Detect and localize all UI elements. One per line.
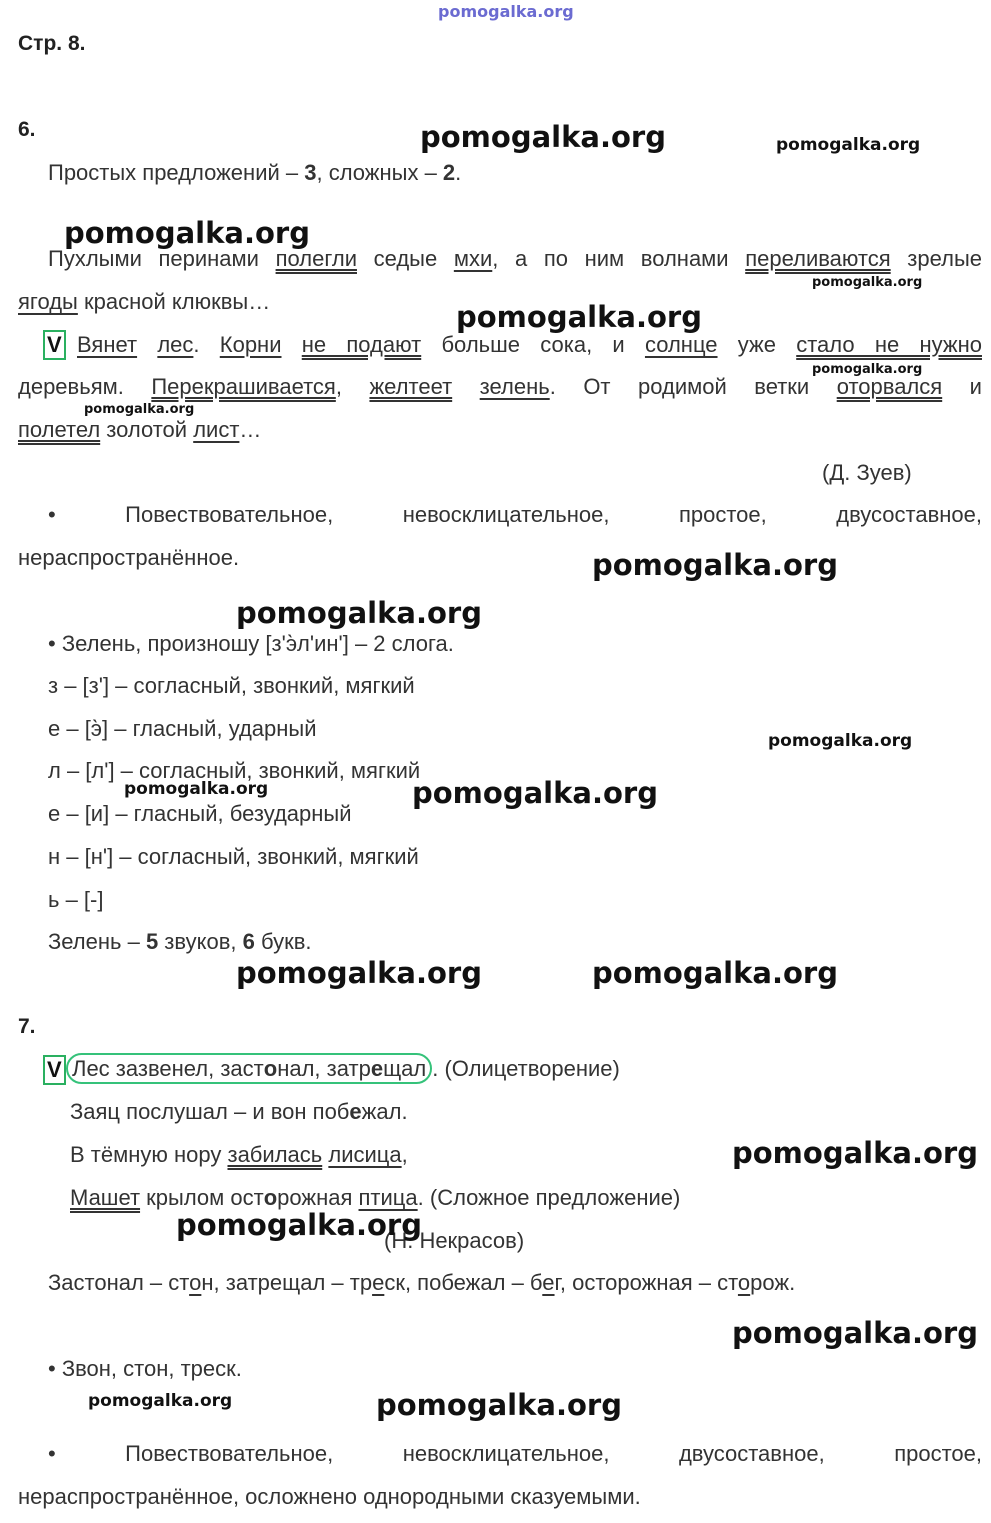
phonetic-heading: • Зелень, произношу [з'э̀л'ин'] – 2 слога. [48,631,454,656]
watermark: pomogalka.org [412,776,658,810]
top-watermark: pomogalka.org [438,2,574,21]
poem-line4: Машет крылом осторожная птица. (Сложное предложение) [70,1185,681,1210]
watermark: pomogalka.org [124,779,269,799]
poem-line3: В тёмную нору забилась лисица, [70,1142,408,1167]
characteristics-line1: • Повествовательное, невосклицательное, простое, двусоставное, [48,502,982,527]
words-list: • Звон, стон, треск. [48,1356,242,1381]
watermark: pomogalka.org [592,956,838,990]
watermark: pomogalka.org [812,362,923,377]
sentence2-line1: Вянет лес. Корни не подают больше сока, и солнце уже стало не нужно [77,332,982,357]
root-words: Застонал – стон, затрещал – треск, побежал – бег, осторожная – сторож. [48,1270,796,1295]
phonetic-line: л – [л'] – согласный, звонкий, мягкий [48,758,421,783]
watermark: pomogalka.org [732,1136,978,1170]
sentence1-line1: Пухлыми перинами полегли седые мхи, а по ним волнами переливаются зрелые [48,246,982,271]
watermark: pomogalka.org [812,275,923,290]
phonetic-line: ь – [-] [48,887,104,912]
author-nekrasov: (Н. Некрасов) [384,1228,525,1253]
poem-line2: Заяц послушал – и вон побежал. [70,1099,408,1124]
characteristics7-line2: нераспространённое, осложнено однородными сказуемыми. [18,1484,641,1509]
phonetic-line: н – [н'] – согласный, звонкий, мягкий [48,844,419,869]
sound-letter-summary: Зелень – 5 звуков, 6 букв. [48,929,312,954]
phonetic-line: з – [з'] – согласный, звонкий, мягкий [48,673,415,698]
watermark: pomogalka.org [420,120,666,154]
poem-line1: Лес зазвенел, застонал, затрещал . (Олицетворение) [66,1056,620,1082]
phonetic-line: е – [и] – гласный, безударный [48,801,352,826]
selected-mark: V [43,330,66,360]
exercise-6-number: 6. [18,118,36,141]
sentence-count: Простых предложений – 3, сложных – 2. [48,160,462,185]
watermark: pomogalka.org [176,1208,422,1242]
watermark: pomogalka.org [84,402,195,417]
sentence2-line3: полетел золотой лист… [18,417,262,442]
sentence2-line2: деревьям. Перекрашивается, желтеет зелень. От родимой ветки оторвался и [18,374,982,399]
watermark: pomogalka.org [732,1316,978,1350]
author-zuev: (Д. Зуев) [822,460,912,485]
exercise-7-number: 7. [18,1015,36,1038]
watermark: pomogalka.org [768,731,913,751]
watermark: pomogalka.org [88,1391,233,1411]
watermark: pomogalka.org [376,1388,622,1422]
watermark: pomogalka.org [236,956,482,990]
watermark: pomogalka.org [64,216,310,250]
characteristics-line2: нераспространённое. [18,545,240,570]
selected-mark-7: V [43,1055,66,1085]
page-title: Стр. 8. [18,32,86,55]
watermark: pomogalka.org [592,548,838,582]
characteristics7-line1: • Повествовательное, невосклицательное, двусоставное, простое, [48,1441,982,1466]
phonetic-line: е – [э̀] – гласный, ударный [48,716,317,741]
watermark: pomogalka.org [236,596,482,630]
sentence1-line2: ягоды красной клюквы… [18,289,271,314]
watermark: pomogalka.org [776,135,921,155]
watermark: pomogalka.org [456,300,702,334]
